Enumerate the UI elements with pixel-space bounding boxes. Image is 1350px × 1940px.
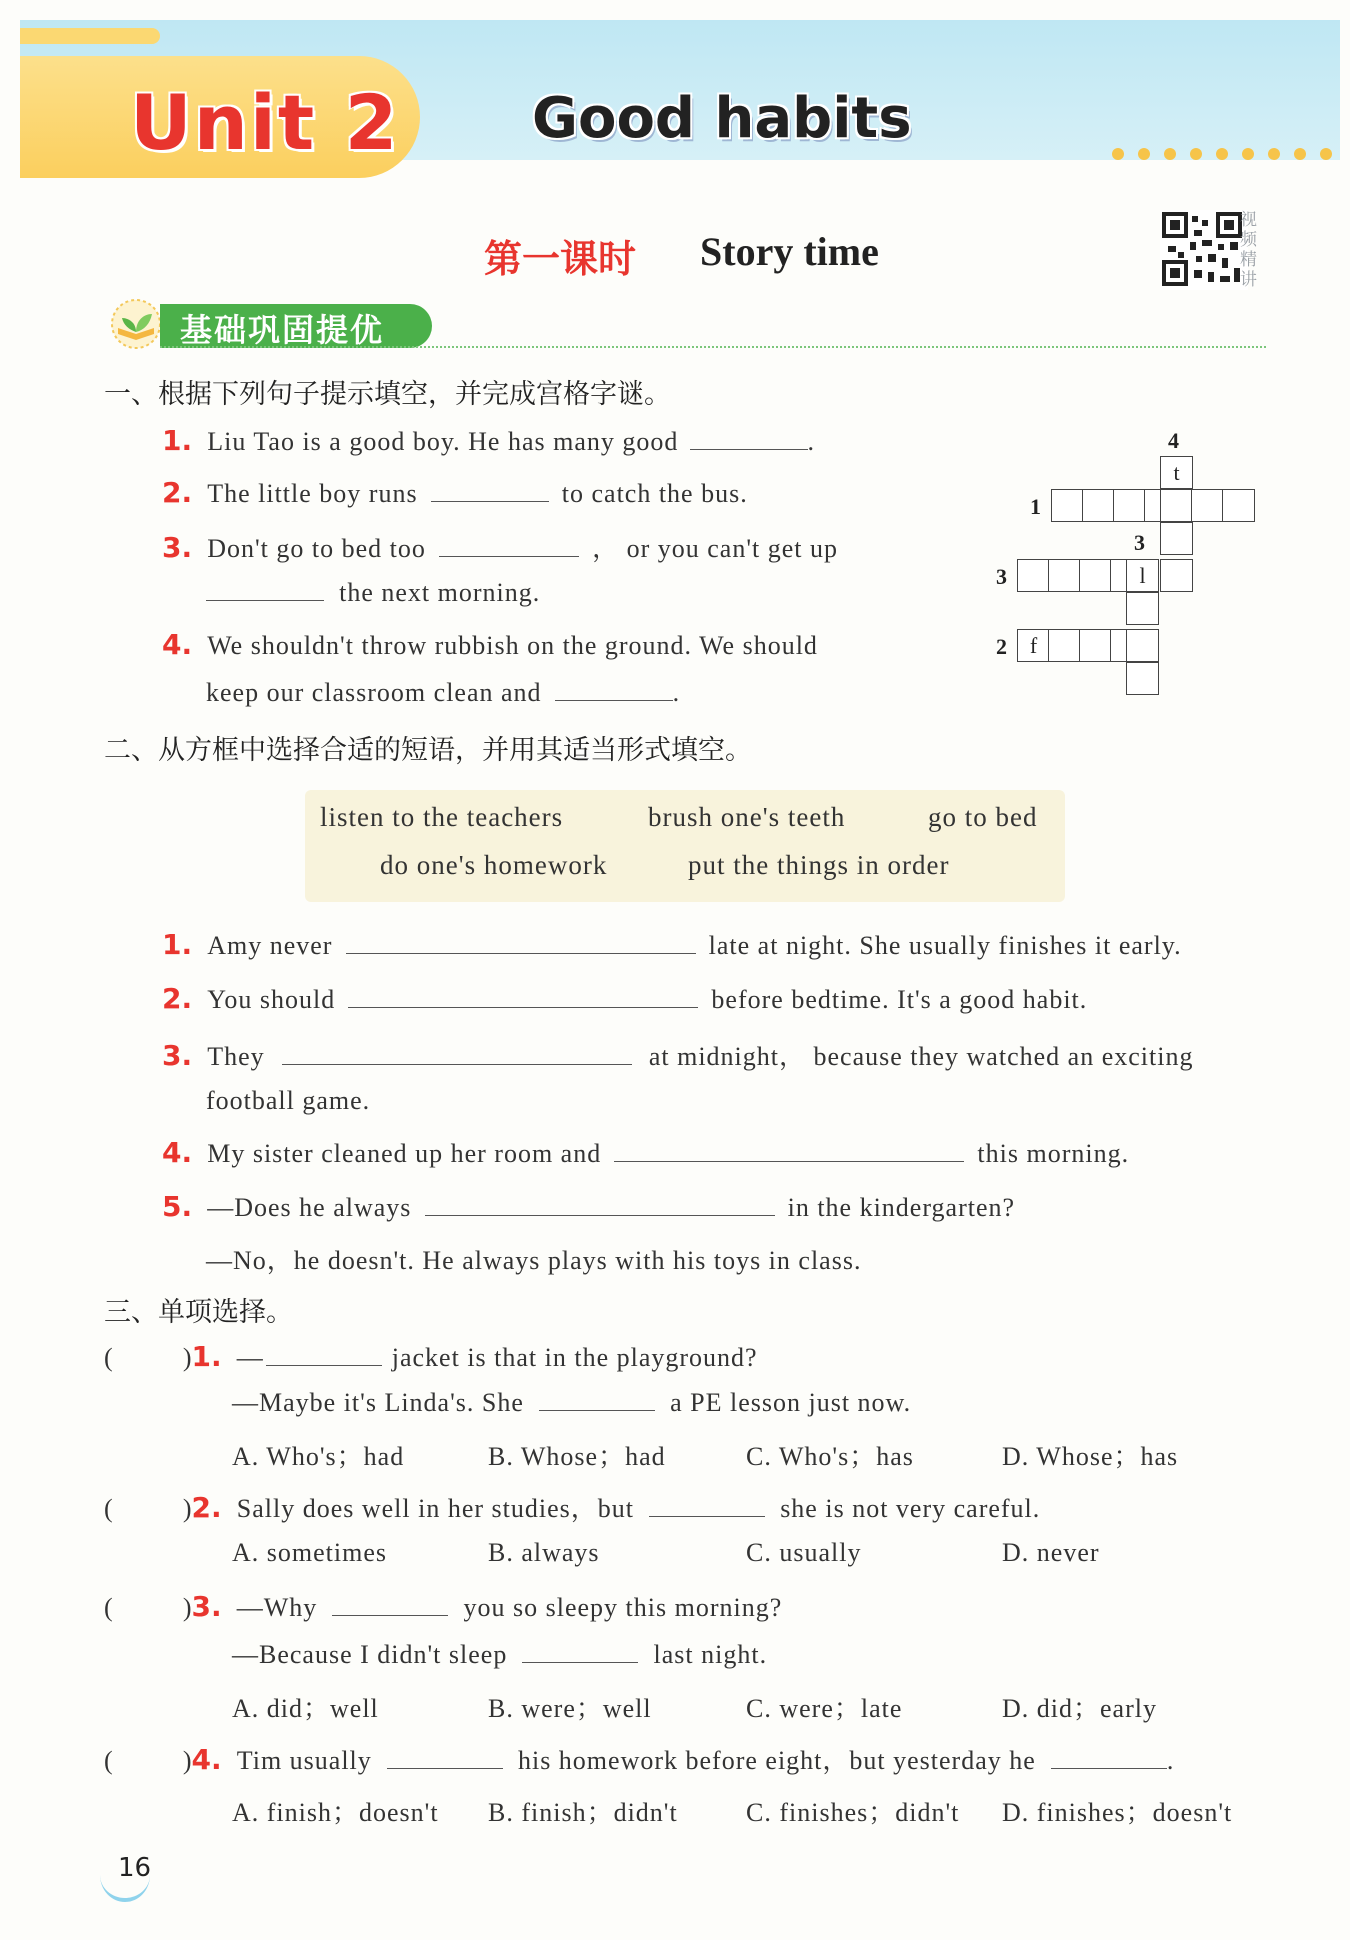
blank[interactable]	[539, 1388, 655, 1411]
s1-item-4: 4. We shouldn't throw rubbish on the ground. We should	[162, 628, 818, 661]
s3-item-3-line2: —Because I didn't sleep last night.	[232, 1640, 768, 1669]
phrase-5: put the things in order	[688, 850, 950, 880]
s3-q2-option-d[interactable]: D. never	[1002, 1538, 1100, 1567]
crossword-cell[interactable]	[1079, 559, 1112, 592]
s3-q1-option-b[interactable]: B. Whose；had	[488, 1442, 666, 1471]
s3-item-3: ( )3. —Why you so sleepy this morning?	[104, 1590, 783, 1623]
crossword-cell[interactable]: f	[1017, 629, 1050, 662]
s1-item-1: 1. Liu Tao is a good boy. He has many good .	[162, 424, 815, 457]
qr-label: 视频精讲	[1240, 210, 1257, 290]
s3-q3-option-d[interactable]: D. did；early	[1002, 1694, 1157, 1723]
s3-item-1: ( )1. — jacket is that in the playground?	[104, 1340, 758, 1373]
crossword-cell[interactable]	[1017, 559, 1050, 592]
s3-q4-option-c[interactable]: C. finishes；didn't	[746, 1798, 960, 1827]
blank[interactable]	[332, 1593, 448, 1616]
s2-item-4: 4. My sister cleaned up her room and this morning.	[162, 1136, 1130, 1169]
blank[interactable]	[439, 534, 579, 557]
blank[interactable]	[282, 1042, 632, 1065]
s2-item-1: 1. Amy never late at night. She usually finishes it early.	[162, 928, 1182, 961]
blank[interactable]	[387, 1746, 503, 1769]
s3-q2-option-c[interactable]: C. usually	[746, 1538, 862, 1567]
s3-q4-option-a[interactable]: A. finish；doesn't	[232, 1798, 439, 1827]
blank[interactable]	[649, 1494, 765, 1517]
crossword-cell[interactable]: t	[1160, 456, 1193, 489]
crossword-cell[interactable]	[1048, 629, 1081, 662]
unit-title: Good habits	[532, 86, 912, 151]
s3-q3-option-a[interactable]: A. did；well	[232, 1694, 379, 1723]
s3-item-4: ( )4. Tim usually his homework before eight，but yesterday he .	[104, 1743, 1175, 1776]
s1-item-2: 2. The little boy runs to catch the bus.	[162, 476, 748, 509]
s2-item-3-cont: football game.	[206, 1086, 371, 1115]
s3-q2-option-a[interactable]: A. sometimes	[232, 1538, 387, 1567]
s3-q3-option-b[interactable]: B. were；well	[488, 1694, 652, 1723]
blank[interactable]	[348, 985, 698, 1008]
answer-slot[interactable]	[118, 1594, 178, 1616]
phrase-2: brush one's teeth	[648, 802, 846, 832]
crossword-cell[interactable]	[1051, 489, 1084, 522]
section2-title: 二、从方框中选择合适的短语，并用其适当形式填空。	[104, 735, 752, 766]
phrase-4: do one's homework	[380, 850, 608, 880]
s3-q2-option-b[interactable]: B. always	[488, 1538, 600, 1567]
s1-item-3: 3. Don't go to bed too ， or you can't get up	[162, 531, 838, 564]
s2-item-3: 3. They at midnight， because they watched an exciting	[162, 1039, 1194, 1072]
section3-title: 三、单项选择。	[104, 1297, 293, 1328]
crossword-cell[interactable]	[1126, 629, 1159, 662]
crossword-cell[interactable]	[1191, 489, 1224, 522]
banner-divider	[160, 346, 1266, 348]
phrase-3: go to bed	[928, 802, 1038, 832]
crossword-cell[interactable]	[1160, 559, 1193, 592]
answer-slot[interactable]	[118, 1495, 178, 1517]
s3-q1-option-a[interactable]: A. Who's；had	[232, 1442, 405, 1471]
crossword-cell[interactable]	[1048, 559, 1081, 592]
crossword-cell[interactable]: l	[1126, 559, 1159, 592]
s2-item-5: 5. —Does he always in the kindergarten?	[162, 1190, 1016, 1223]
s1-item-3-cont: the next morning.	[206, 578, 540, 608]
blank[interactable]	[614, 1139, 964, 1162]
blank[interactable]	[690, 427, 808, 450]
s3-q1-option-c[interactable]: C. Who's；has	[746, 1442, 914, 1471]
s2-item-2: 2. You should before bedtime. It's a good habit.	[162, 982, 1088, 1015]
s3-q4-option-d[interactable]: D. finishes；doesn't	[1002, 1798, 1233, 1827]
blank[interactable]	[431, 479, 549, 502]
s3-item-2: ( )2. Sally does well in her studies，but she is not very careful.	[104, 1491, 1041, 1524]
crossword-cell[interactable]	[1126, 592, 1159, 625]
crossword-cell[interactable]	[1113, 489, 1146, 522]
s3-q4-option-b[interactable]: B. finish；didn't	[488, 1798, 678, 1827]
crossword-cell[interactable]	[1126, 662, 1159, 695]
section1-title: 一、根据下列句子提示填空，并完成宫格字谜。	[104, 379, 671, 410]
header-dots	[1112, 148, 1332, 160]
crossword-cell[interactable]	[1160, 522, 1193, 555]
page-number: 16	[118, 1853, 152, 1883]
s1-item-4-cont: keep our classroom clean and .	[206, 678, 681, 707]
crossword-cell[interactable]	[1222, 489, 1255, 522]
header-strip	[20, 28, 160, 44]
blank[interactable]	[266, 1343, 382, 1366]
answer-slot[interactable]	[118, 1344, 178, 1366]
unit-label: Unit 2	[130, 78, 400, 167]
phrase-1: listen to the teachers	[320, 802, 564, 832]
crossword-cell[interactable]	[1079, 629, 1112, 662]
section-banner-text: 基础巩固提优	[180, 311, 385, 349]
lesson-title-cn: 第一课时	[484, 236, 637, 281]
blank[interactable]	[522, 1640, 638, 1663]
s3-q1-option-d[interactable]: D. Whose；has	[1002, 1442, 1179, 1471]
blank[interactable]	[346, 931, 696, 954]
s2-item-5-cont: —No，he doesn't. He always plays with his toys in class.	[206, 1246, 862, 1275]
crossword-cell[interactable]	[1082, 489, 1115, 522]
s3-item-1-line2: —Maybe it's Linda's. She a PE lesson just now.	[232, 1388, 912, 1417]
qr-code-icon[interactable]	[1160, 210, 1248, 290]
blank[interactable]	[1051, 1746, 1167, 1769]
sprout-book-icon	[108, 298, 164, 350]
answer-slot[interactable]	[118, 1747, 178, 1769]
blank[interactable]	[206, 578, 324, 601]
blank[interactable]	[425, 1193, 775, 1216]
crossword-cell[interactable]	[1160, 489, 1193, 522]
blank[interactable]	[555, 678, 673, 701]
s3-q3-option-c[interactable]: C. were；late	[746, 1694, 903, 1723]
lesson-title-en: Story time	[700, 229, 879, 274]
